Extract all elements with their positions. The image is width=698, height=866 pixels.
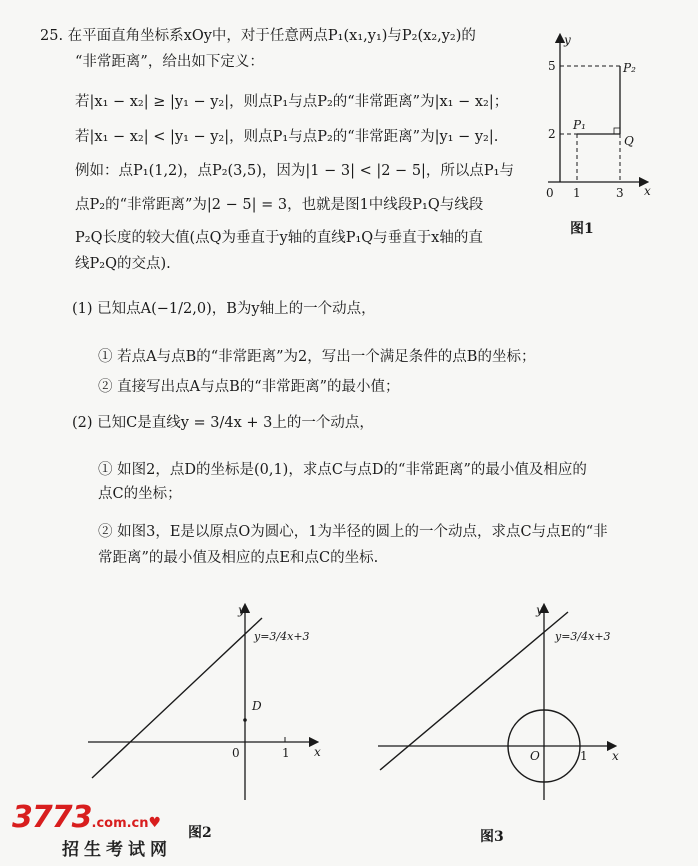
fig3-label-o: O [530,749,540,763]
fig2-label-o: 0 [232,746,240,760]
logo-subtitle: 招生考试网 [62,840,172,860]
figure-1 [540,30,670,220]
fig1-label-5: 5 [548,59,556,73]
figure-2 [82,600,342,810]
problem-line-7: P₂Q长度的较大值(点Q为垂直于y轴的直线P₁Q与垂直于x轴的直 [75,230,483,246]
fig1-label-2: 2 [548,127,556,141]
question-1b: ② 直接写出点A与点B的“非常距离”的最小值； [98,379,400,395]
problem-line-8: 线P₂Q的交点). [75,256,171,272]
logo-number: 3773 [12,800,92,835]
question-2: (2) 已知C是直线y = 3/4x + 3上的一个动点， [72,415,374,431]
fig3-label-y: y [536,603,543,617]
fig2-label-d: D [252,699,262,713]
fig1-label-q: Q [624,134,634,148]
fig1-right-angle [614,128,620,134]
problem-line-5: 例如：点P₁(1,2)，点P₂(3,5)，因为|1 − 3| < |2 − 5|，所以点P₁与 [75,163,514,179]
question-2a-line-2: 点C的坐标； [98,486,182,502]
fig2-label-x: x [314,745,321,759]
problem-line-2: “非常距离”，给出如下定义： [75,54,264,70]
problem-line-3: 若|x₁ − x₂| ≥ |y₁ − y₂|，则点P₁与点P₂的“非常距离”为|x₁ − x₂|； [75,94,509,110]
heart-icon: ♥ [148,815,162,831]
problem-line-4: 若|x₁ − x₂| < |y₁ − y₂|，则点P₁与点P₂的“非常距离”为|y₁ − y₂|. [75,129,499,145]
fig3-label-1: 1 [580,749,588,763]
question-2b-line-1: ② 如图3，E是以原点O为圆心，1为半径的圆上的一个动点，求点C与点E的“非 [98,524,608,540]
fig3-label-x: x [612,749,619,763]
question-2b-line-2: 常距离”的最小值及相应的点E和点C的坐标. [98,550,379,566]
problem-line-6: 点P₂的“非常距离”为|2 − 5| = 3，也就是图1中线段P₁Q与线段 [75,197,484,213]
fig1-label-x: x [644,184,651,198]
fig2-label-1: 1 [282,746,290,760]
fig3-label-eq: y=3/4x+3 [555,630,611,643]
figure-3 [372,600,642,810]
site-logo [12,800,172,860]
fig2-label-eq: y=3/4x+3 [254,630,310,643]
fig1-label-o: 0 [546,186,554,200]
question-1: (1) 已知点A(−1/2,0)，B为y轴上的一个动点， [72,301,376,317]
fig2-point-d [243,718,247,722]
fig1-label-y: y [564,33,571,47]
fig1-label-p2: P₂ [623,61,636,75]
question-2a-line-1: ① 如图2，点D的坐标是(0,1)，求点C与点D的“非常距离”的最小值及相应的 [98,462,587,478]
fig3-caption: 图3 [480,829,504,845]
fig1-label-3: 3 [616,186,624,200]
fig2-caption: 图2 [188,825,212,841]
logo-domain: .com.cn [91,816,149,831]
fig1-label-1: 1 [573,186,581,200]
question-1a: ① 若点A与点B的“非常距离”为2，写出一个满足条件的点B的坐标； [98,349,536,365]
fig1-label-p1: P₁ [573,118,586,132]
problem-line-1: 25. 在平面直角坐标系xOy中，对于任意两点P₁(x₁,y₁)与P₂(x₂,y₂)的 [40,28,476,44]
fig1-caption: 图1 [570,221,594,237]
fig2-label-y: y [238,603,245,617]
